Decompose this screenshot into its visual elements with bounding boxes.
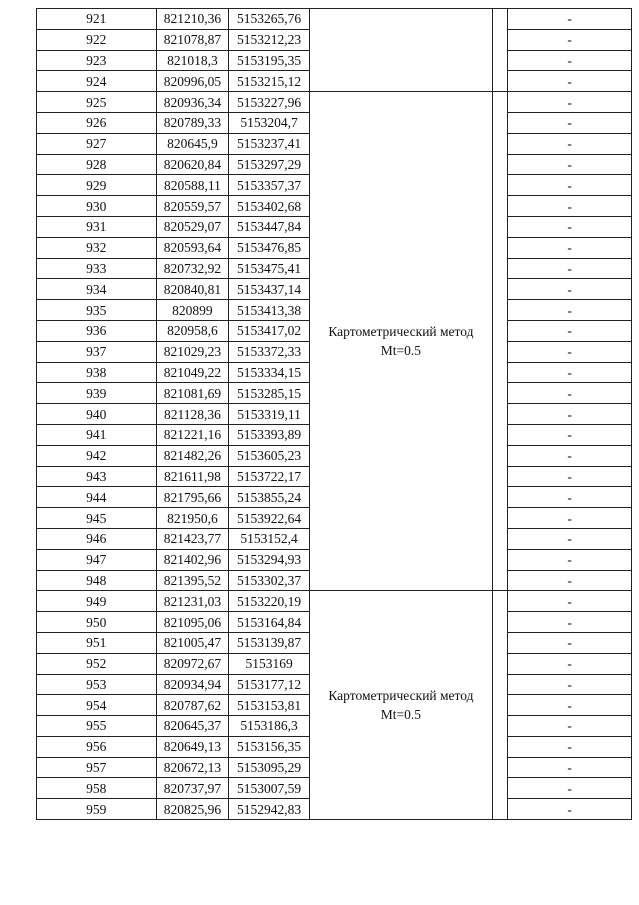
description-cell: - [508, 133, 632, 154]
x-coordinate-cell: 821423,77 [156, 528, 229, 549]
description-cell: - [508, 383, 632, 404]
x-coordinate-cell: 821128,36 [156, 404, 229, 425]
y-coordinate-cell: 5153177,12 [229, 674, 310, 695]
description-cell: - [508, 466, 632, 487]
coordinates-table [36, 8, 632, 820]
column-gap [492, 591, 507, 820]
description-cell: - [508, 175, 632, 196]
description-cell: - [508, 216, 632, 237]
point-number-cell: 931 [37, 216, 157, 237]
y-coordinate-cell: 5153334,15 [229, 362, 310, 383]
x-coordinate-cell: 820789,33 [156, 112, 229, 133]
x-coordinate-cell: 820840,81 [156, 279, 229, 300]
description-cell: - [508, 445, 632, 466]
column-gap [492, 9, 507, 92]
description-cell: - [508, 508, 632, 529]
point-number-cell: 958 [37, 778, 157, 799]
x-coordinate-cell: 820787,62 [156, 695, 229, 716]
description-cell: - [508, 92, 632, 113]
method-cell [309, 9, 492, 92]
description-cell: - [508, 300, 632, 321]
y-coordinate-cell: 5153447,84 [229, 216, 310, 237]
x-coordinate-cell: 821950,6 [156, 508, 229, 529]
description-cell: - [508, 736, 632, 757]
y-coordinate-cell: 5153302,37 [229, 570, 310, 591]
point-number-cell: 922 [37, 29, 157, 50]
x-coordinate-cell: 821049,22 [156, 362, 229, 383]
description-cell: - [508, 716, 632, 737]
description-cell: - [508, 591, 632, 612]
point-number-cell: 923 [37, 50, 157, 71]
point-number-cell: 941 [37, 424, 157, 445]
y-coordinate-cell: 5153204,7 [229, 112, 310, 133]
x-coordinate-cell: 820825,96 [156, 799, 229, 820]
y-coordinate-cell: 5153220,19 [229, 591, 310, 612]
x-coordinate-cell: 820649,13 [156, 736, 229, 757]
description-cell: - [508, 362, 632, 383]
y-coordinate-cell: 5153357,37 [229, 175, 310, 196]
y-coordinate-cell: 5153164,84 [229, 612, 310, 633]
description-cell: - [508, 404, 632, 425]
description-cell: - [508, 71, 632, 92]
x-coordinate-cell: 820732,92 [156, 258, 229, 279]
y-coordinate-cell: 5153139,87 [229, 632, 310, 653]
x-coordinate-cell: 821029,23 [156, 341, 229, 362]
y-coordinate-cell: 5153186,3 [229, 716, 310, 737]
x-coordinate-cell: 820588,11 [156, 175, 229, 196]
description-cell: - [508, 674, 632, 695]
point-number-cell: 933 [37, 258, 157, 279]
point-number-cell: 954 [37, 695, 157, 716]
method-cell [309, 591, 492, 820]
y-coordinate-cell: 5153413,38 [229, 300, 310, 321]
point-number-cell: 926 [37, 112, 157, 133]
description-cell: - [508, 237, 632, 258]
y-coordinate-cell: 5153417,02 [229, 320, 310, 341]
point-number-cell: 952 [37, 653, 157, 674]
y-coordinate-cell: 5153402,68 [229, 196, 310, 217]
y-coordinate-cell: 5153319,11 [229, 404, 310, 425]
description-cell: - [508, 279, 632, 300]
point-number-cell: 950 [37, 612, 157, 633]
description-cell: - [508, 29, 632, 50]
point-number-cell: 924 [37, 71, 157, 92]
point-number-cell: 938 [37, 362, 157, 383]
y-coordinate-cell: 5153437,14 [229, 279, 310, 300]
x-coordinate-cell: 821005,47 [156, 632, 229, 653]
method-label: Картометрический метод [328, 688, 474, 704]
x-coordinate-cell: 821095,06 [156, 612, 229, 633]
x-coordinate-cell: 821210,36 [156, 9, 229, 30]
point-number-cell: 957 [37, 757, 157, 778]
description-cell: - [508, 653, 632, 674]
y-coordinate-cell: 5153393,89 [229, 424, 310, 445]
x-coordinate-cell: 820958,6 [156, 320, 229, 341]
y-coordinate-cell: 5153285,15 [229, 383, 310, 404]
x-coordinate-cell: 820559,57 [156, 196, 229, 217]
description-cell: - [508, 528, 632, 549]
description-cell: - [508, 320, 632, 341]
x-coordinate-cell: 821611,98 [156, 466, 229, 487]
table-row [37, 92, 632, 113]
y-coordinate-cell: 5153215,12 [229, 71, 310, 92]
point-number-cell: 945 [37, 508, 157, 529]
point-number-cell: 929 [37, 175, 157, 196]
y-coordinate-cell: 5153265,76 [229, 9, 310, 30]
point-number-cell: 935 [37, 300, 157, 321]
x-coordinate-cell: 820972,67 [156, 653, 229, 674]
description-cell: - [508, 612, 632, 633]
method-cell [309, 92, 492, 591]
description-cell: - [508, 632, 632, 653]
y-coordinate-cell: 5153227,96 [229, 92, 310, 113]
x-coordinate-cell: 821395,52 [156, 570, 229, 591]
description-cell: - [508, 570, 632, 591]
point-number-cell: 937 [37, 341, 157, 362]
x-coordinate-cell: 821402,96 [156, 549, 229, 570]
table-row [37, 591, 632, 612]
y-coordinate-cell: 5153007,59 [229, 778, 310, 799]
description-cell: - [508, 424, 632, 445]
description-cell: - [508, 757, 632, 778]
x-coordinate-cell: 820645,37 [156, 716, 229, 737]
description-cell: - [508, 549, 632, 570]
y-coordinate-cell: 5153237,41 [229, 133, 310, 154]
x-coordinate-cell: 821081,69 [156, 383, 229, 404]
point-number-cell: 934 [37, 279, 157, 300]
description-cell: - [508, 154, 632, 175]
coordinates-table-body [37, 9, 632, 820]
y-coordinate-cell: 5153722,17 [229, 466, 310, 487]
x-coordinate-cell: 820934,94 [156, 674, 229, 695]
x-coordinate-cell: 821018,3 [156, 50, 229, 71]
x-coordinate-cell: 820529,07 [156, 216, 229, 237]
point-number-cell: 944 [37, 487, 157, 508]
point-number-cell: 932 [37, 237, 157, 258]
y-coordinate-cell: 5153095,29 [229, 757, 310, 778]
y-coordinate-cell: 5153297,29 [229, 154, 310, 175]
x-coordinate-cell: 820672,13 [156, 757, 229, 778]
point-number-cell: 921 [37, 9, 157, 30]
y-coordinate-cell: 5153212,23 [229, 29, 310, 50]
method-precision-label: Mt=0.5 [380, 343, 422, 359]
point-number-cell: 947 [37, 549, 157, 570]
point-number-cell: 936 [37, 320, 157, 341]
point-number-cell: 925 [37, 92, 157, 113]
column-gap [492, 92, 507, 591]
description-cell: - [508, 9, 632, 30]
point-number-cell: 951 [37, 632, 157, 653]
x-coordinate-cell: 821231,03 [156, 591, 229, 612]
point-number-cell: 948 [37, 570, 157, 591]
point-number-cell: 930 [37, 196, 157, 217]
point-number-cell: 927 [37, 133, 157, 154]
point-number-cell: 953 [37, 674, 157, 695]
description-cell: - [508, 341, 632, 362]
description-cell: - [508, 778, 632, 799]
y-coordinate-cell: 5153476,85 [229, 237, 310, 258]
y-coordinate-cell: 5153294,93 [229, 549, 310, 570]
x-coordinate-cell: 820645,9 [156, 133, 229, 154]
x-coordinate-cell: 821078,87 [156, 29, 229, 50]
description-cell: - [508, 799, 632, 820]
description-cell: - [508, 258, 632, 279]
x-coordinate-cell: 820593,64 [156, 237, 229, 258]
y-coordinate-cell: 5153169 [229, 653, 310, 674]
point-number-cell: 946 [37, 528, 157, 549]
point-number-cell: 940 [37, 404, 157, 425]
x-coordinate-cell: 820620,84 [156, 154, 229, 175]
y-coordinate-cell: 5153605,23 [229, 445, 310, 466]
y-coordinate-cell: 5153156,35 [229, 736, 310, 757]
point-number-cell: 943 [37, 466, 157, 487]
x-coordinate-cell: 821221,16 [156, 424, 229, 445]
y-coordinate-cell: 5153475,41 [229, 258, 310, 279]
point-number-cell: 959 [37, 799, 157, 820]
y-coordinate-cell: 5153922,64 [229, 508, 310, 529]
y-coordinate-cell: 5153153,81 [229, 695, 310, 716]
point-number-cell: 928 [37, 154, 157, 175]
method-precision-label: Mt=0.5 [380, 707, 422, 723]
description-cell: - [508, 196, 632, 217]
y-coordinate-cell: 5152942,83 [229, 799, 310, 820]
point-number-cell: 955 [37, 716, 157, 737]
table-row [37, 9, 632, 30]
description-cell: - [508, 50, 632, 71]
x-coordinate-cell: 820996,05 [156, 71, 229, 92]
description-cell: - [508, 695, 632, 716]
point-number-cell: 942 [37, 445, 157, 466]
method-label: Картометрический метод [328, 324, 474, 340]
y-coordinate-cell: 5153372,33 [229, 341, 310, 362]
x-coordinate-cell: 821482,26 [156, 445, 229, 466]
x-coordinate-cell: 820899 [156, 300, 229, 321]
point-number-cell: 956 [37, 736, 157, 757]
x-coordinate-cell: 820737,97 [156, 778, 229, 799]
y-coordinate-cell: 5153855,24 [229, 487, 310, 508]
y-coordinate-cell: 5153152,4 [229, 528, 310, 549]
description-cell: - [508, 487, 632, 508]
point-number-cell: 949 [37, 591, 157, 612]
point-number-cell: 939 [37, 383, 157, 404]
description-cell: - [508, 112, 632, 133]
x-coordinate-cell: 821795,66 [156, 487, 229, 508]
x-coordinate-cell: 820936,34 [156, 92, 229, 113]
y-coordinate-cell: 5153195,35 [229, 50, 310, 71]
